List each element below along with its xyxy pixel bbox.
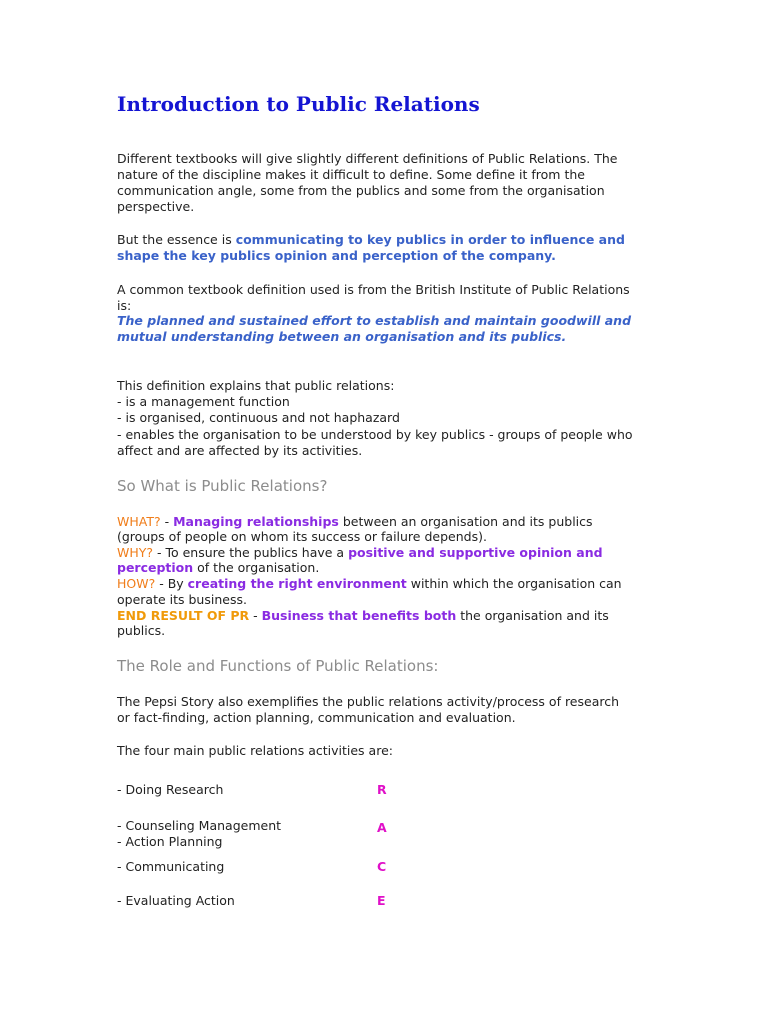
definition-quote: The planned and sustained effort to establish and maintain goodwill and <box>117 313 632 328</box>
what-line: (groups of people on whom its success or failure depends). <box>117 529 487 544</box>
list-item: - Counseling Management <box>117 818 282 833</box>
list-item: - Communicating <box>117 859 225 874</box>
list-item: - Evaluating Action <box>117 893 235 908</box>
what-rest: between an organisation and its publics <box>338 514 593 529</box>
explains-line: - is organised, continuous and not haphazard <box>117 410 400 425</box>
list-item: - Action Planning <box>117 834 223 849</box>
why-mid: - To ensure the publics have a <box>153 545 349 560</box>
role-line: The four main public relations activities are: <box>117 743 393 758</box>
essence-highlight: shape the key publics opinion and perception of the company. <box>117 248 556 263</box>
definition-line: is: <box>117 298 132 313</box>
what-bold: Managing relationships <box>173 514 339 529</box>
what-line <box>117 514 593 530</box>
why-line <box>117 545 603 561</box>
role-line: or fact-finding, action planning, communication and evaluation. <box>117 710 516 725</box>
activity-letter: C <box>377 859 387 874</box>
end-label: END RESULT OF PR <box>117 608 250 623</box>
essence-highlight: communicating to key publics in order to influence and <box>235 232 625 247</box>
section-heading-what: So What is Public Relations? <box>117 477 328 495</box>
section-heading-role: The Role and Functions of Public Relations: <box>117 657 439 675</box>
explains-line: - enables the organisation to be understood by key publics - groups of people who <box>117 427 633 442</box>
essence-prefix: But the essence is <box>117 232 236 247</box>
definition-quote: mutual understanding between an organisation and its publics. <box>117 329 567 344</box>
why-rest: of the organisation. <box>193 560 320 575</box>
end-bold: Business that benefits both <box>261 608 457 623</box>
explains-line: This definition explains that public relations: <box>117 378 395 393</box>
why-bold: positive and supportive opinion and <box>348 545 603 560</box>
what-dash: - <box>160 514 174 529</box>
how-bold: creating the right environment <box>187 576 407 591</box>
intro-line: perspective. <box>117 199 195 214</box>
why-bold: perception <box>117 560 194 575</box>
essence-line <box>117 232 625 248</box>
definition-line: A common textbook definition used is from the British Institute of Public Relations <box>117 282 630 297</box>
explains-line: - is a management function <box>117 394 290 409</box>
end-line: publics. <box>117 623 166 638</box>
activity-letter: E <box>377 893 386 908</box>
why-line <box>117 560 319 576</box>
intro-line: nature of the discipline makes it difficult to define. Some define it from the <box>117 167 585 182</box>
end-dash: - <box>249 608 262 623</box>
page-title: Introduction to Public Relations <box>117 92 480 116</box>
role-line: The Pepsi Story also exemplifies the public relations activity/process of research <box>117 694 620 709</box>
how-rest: within which the organisation can <box>406 576 622 591</box>
how-line: operate its business. <box>117 592 247 607</box>
end-rest: the organisation and its <box>456 608 609 623</box>
list-item: - Doing Research <box>117 782 224 797</box>
end-line <box>117 608 609 624</box>
how-mid: - By <box>155 576 188 591</box>
how-line <box>117 576 622 592</box>
how-label: HOW? <box>117 576 156 591</box>
intro-line: communication angle, some from the publics and some from the organisation <box>117 183 605 198</box>
activity-letter: A <box>377 820 387 835</box>
explains-line: affect and are affected by its activities. <box>117 443 363 458</box>
activity-letter: R <box>377 782 387 797</box>
intro-line: Different textbooks will give slightly different definitions of Public Relations. The <box>117 151 618 166</box>
why-label: WHY? <box>117 545 154 560</box>
what-label: WHAT? <box>117 514 161 529</box>
